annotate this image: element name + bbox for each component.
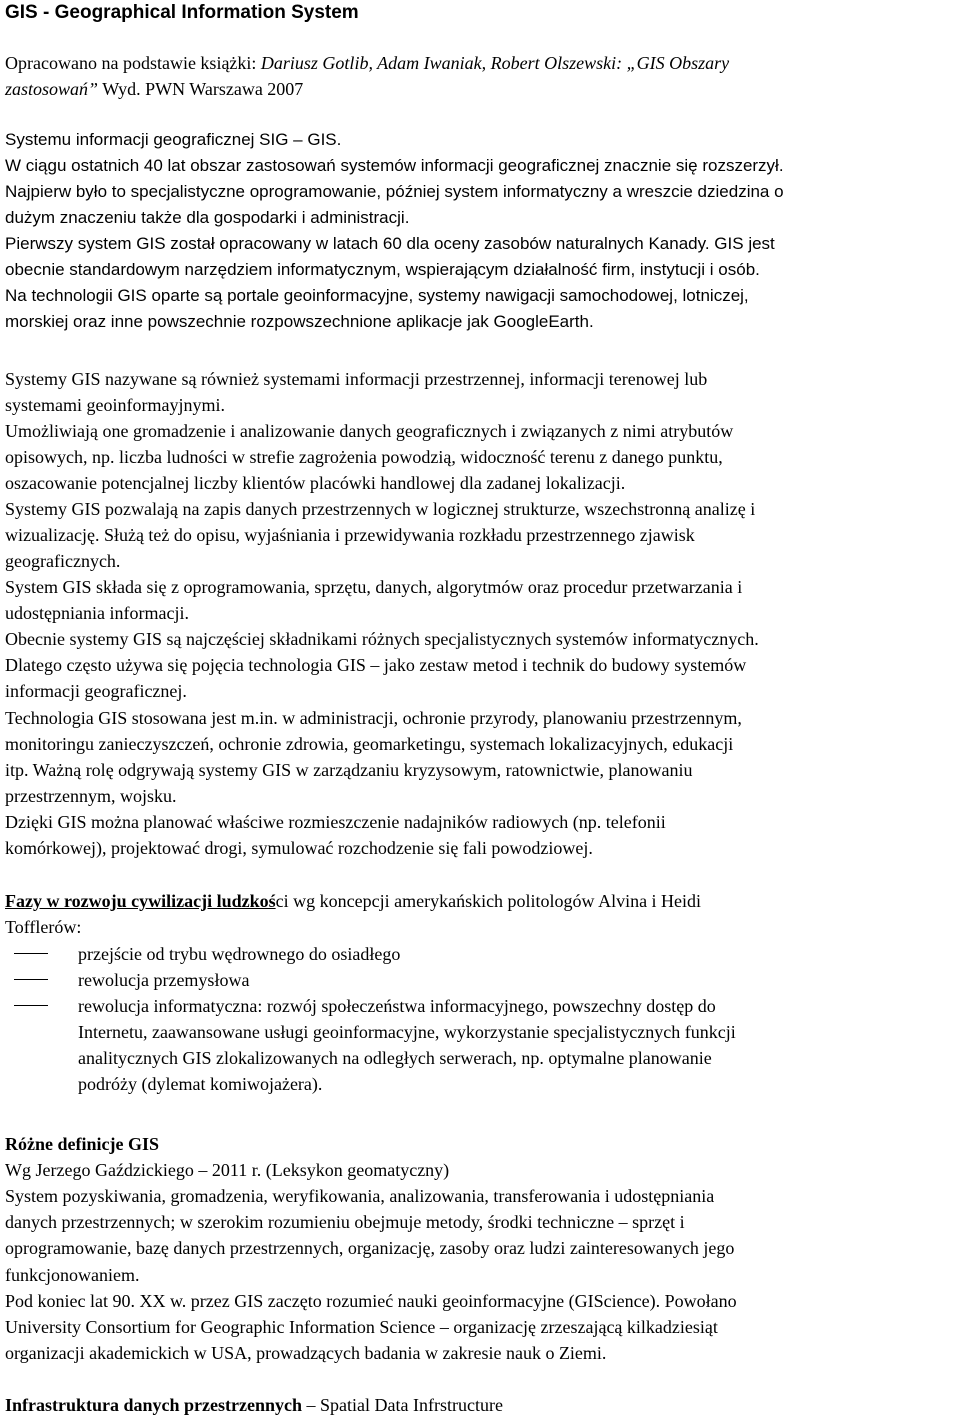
body-line: oszacowanie potencjalnej liczby klientów placówki handlowej dla zadanej lokalizacji. (5, 473, 626, 493)
list-item-text: podróży (dylemat komiwojażera). (78, 1074, 323, 1094)
source-line-1 (5, 50, 729, 76)
phases-heading: Fazy w rozwoju cywilizacji ludzkoś (5, 891, 276, 911)
list-item-text: rewolucja informatyczna: rozwój społeczeństwa informacyjnego, powszechny dostęp do (78, 996, 716, 1016)
definitions-line: funkcjonowaniem. (5, 1265, 140, 1285)
infrastructure-translation: – Spatial Data Infrstructure (302, 1395, 503, 1415)
body-line: Dzięki GIS można planować właściwe rozmieszczenie nadajników radiowych (np. telefonii (5, 812, 666, 832)
list-item (0, 941, 960, 967)
body-line: informacji geograficznej. (5, 681, 187, 701)
definitions-line: System pozyskiwania, gromadzenia, weryfikowania, analizowania, transferowania i udostępniania (5, 1186, 715, 1206)
definitions-line: Wg Jerzego Gaździckiego – 2011 r. (Leksykon geomatyczny) (5, 1160, 450, 1180)
definitions-line: oprogramowanie, bazę danych przestrzennych, organizację, zasoby oraz ludzi zainteresowanych jego (5, 1238, 735, 1258)
dash-bullet-icon (14, 979, 48, 980)
definitions-line: University Consortium for Geographic Information Science – organizację zrzeszającą kilkadziesiąt (5, 1317, 718, 1337)
body-line: udostępniania informacji. (5, 603, 189, 623)
body-line: wizualizację. Służą też do opisu, wyjaśniania i przewidywania rozkładu przestrzennego zjawisk (5, 525, 695, 545)
infrastructure-heading: Infrastruktura danych przestrzennych (5, 1395, 302, 1415)
list-item (0, 967, 960, 993)
body-line: Systemy GIS nazywane są również systemami informacji przestrzennej, informacji terenowej lub (5, 369, 708, 389)
body-line: Umożliwiają one gromadzenie i analizowanie danych geograficznych i związanych z nimi atrybutów (5, 421, 734, 441)
definitions-heading: Różne definicje GIS (5, 1134, 159, 1154)
dash-bullet-icon (14, 953, 48, 954)
section1-line: Najpierw było to specjalistyczne oprogramowanie, później system informatyczny a wreszcie dziedzina o (5, 182, 784, 201)
source-line-2 (5, 76, 303, 102)
section1-line: Pierwszy system GIS został opracowany w latach 60 dla oceny zasobów naturalnych Kanady. GIS jest (5, 234, 775, 253)
list-item-text: rewolucja przemysłowa (78, 970, 250, 990)
dash-bullet-icon (14, 1005, 48, 1006)
source-prefix: Opracowano na podstawie książki: (5, 53, 261, 73)
body-line: systemami geoinformayjnymi. (5, 395, 225, 415)
body-line: Dlatego często używa się pojęcia technologia GIS – jako zestaw metod i technik do budowy systemów (5, 655, 747, 675)
phases-intro-line (5, 888, 701, 914)
phases-intro: ci wg koncepcji amerykańskich politologów Alvina i Heidi (275, 891, 702, 911)
body-line: itp. Ważną rolę odgrywają systemy GIS w zarządzaniu kryzysowym, ratownictwie, planowaniu (5, 760, 693, 780)
source-book-title-end: zastosowań” (5, 79, 99, 99)
body-line: geograficznych. (5, 551, 121, 571)
section1-line: W ciągu ostatnich 40 lat obszar zastosowań systemów informacji geograficznej znacznie się rozszerzył. (5, 156, 784, 175)
list-item-text: analitycznych GIS zlokalizowanych na odległych serwerach, np. optymalne planowanie (78, 1048, 712, 1068)
body-line: Obecnie systemy GIS są najczęściej składnikami różnych specjalistycznych systemów informatycznych. (5, 629, 759, 649)
infrastructure-line (5, 1392, 503, 1418)
body-line: System GIS składa się z oprogramowania, sprzętu, danych, algorytmów oraz procedur przetwarzania i (5, 577, 743, 597)
body-line: przestrzennym, wojsku. (5, 786, 177, 806)
section1-line: dużym znaczeniu także dla gospodarki i administracji. (5, 208, 410, 227)
body-line: monitoringu zanieczyszczeń, ochronie zdrowia, geomarketingu, systemach lokalizacyjnych, edukacji (5, 734, 734, 754)
phases-intro-line-2: Tofflerów: (5, 917, 82, 937)
list-item (0, 993, 960, 1097)
body-line: komórkowej), projektować drogi, symulować rozchodzenie się fali powodziowej. (5, 838, 593, 858)
source-authors: Dariusz Gotlib, Adam Iwaniak, Robert Olszewski: „GIS Obszary (260, 53, 730, 73)
definitions-line: Pod koniec lat 90. XX w. przez GIS zaczęto rozumieć nauki geoinformacyjne (GIScience). Powołano (5, 1291, 737, 1311)
definitions-line: organizacji akademickich w USA, prowadzących badania w zakresie nauk o Ziemi. (5, 1343, 607, 1363)
section1-line: Na technologii GIS oparte są portale geoinformacyjne, systemy nawigacji samochodowej, lotniczej, (5, 286, 749, 305)
body-line: Systemy GIS pozwalają na zapis danych przestrzennych w logicznej strukturze, wszechstronną analizę i (5, 499, 756, 519)
section1-line: obecnie standardowym narzędziem informatycznym, wspierającym działalność firm, instytucji i osób. (5, 260, 760, 279)
body-line: opisowych, np. liczba ludności w strefie zagrożenia powodzią, widoczność terenu z danego punktu, (5, 447, 723, 467)
document-title: GIS - Geographical Information System (5, 2, 359, 23)
phases-list (0, 941, 960, 1097)
section1-line: morskiej oraz inne powszechnie rozpowszechnione aplikacje jak GoogleEarth. (5, 312, 594, 331)
section-heading-sig-gis: Systemu informacji geograficznej SIG – GIS. (5, 130, 342, 149)
list-item-text: przejście od trybu wędrownego do osiadłego (78, 944, 401, 964)
definitions-line: danych przestrzennych; w szerokim rozumieniu obejmuje metody, środki techniczne – sprzęt i (5, 1212, 685, 1232)
source-publisher: Wyd. PWN Warszawa 2007 (98, 79, 304, 99)
list-item-text: Internetu, zaawansowane usługi geoinformacyjne, wykorzystanie specjalistycznych funkcji (78, 1022, 736, 1042)
body-line: Technologia GIS stosowana jest m.in. w administracji, ochronie przyrody, planowaniu przestrzennym, (5, 708, 742, 728)
